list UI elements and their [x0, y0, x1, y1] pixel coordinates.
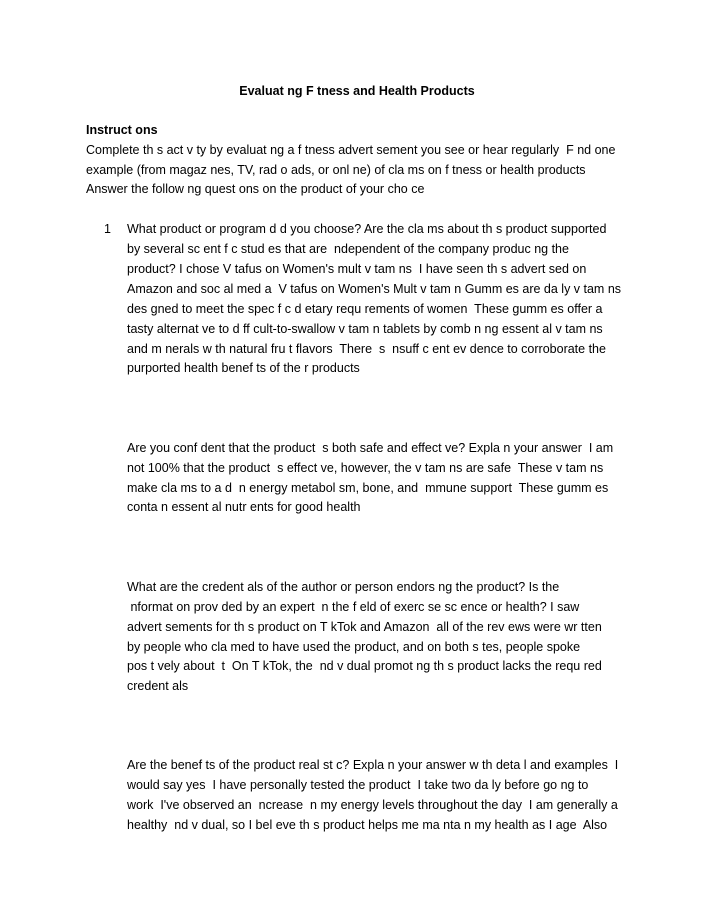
list-number: 1 — [104, 222, 111, 236]
paragraph-line: would say yes I have personally tested the product I take two da ly before go ng to — [127, 778, 589, 792]
instructions-line: Complete th s act v ty by evaluat ng a f tness advert sement you see or hear regularly F nd one — [86, 143, 616, 157]
paragraph-line: work I've observed an ncrease n my energy levels throughout the day I am generally a — [127, 798, 618, 812]
instructions-line: example (from magaz nes, TV, rad o ads, or onl ne) of cla ms on f tness or health products — [86, 163, 586, 177]
paragraph-line: conta n essent al nutr ents for good health — [127, 500, 361, 514]
paragraph-line: purported health benef ts of the r products — [127, 361, 360, 375]
paragraph-line: What product or program d d you choose? Are the cla ms about th s product supported — [127, 222, 607, 236]
document-title: Evaluat ng F tness and Health Products — [239, 84, 475, 98]
paragraph-line: Are you conf dent that the product s both safe and effect ve? Expla n your answer I am — [127, 441, 614, 455]
paragraph-line: What are the credent als of the author or person endors ng the product? Is the — [127, 580, 560, 594]
paragraph-line: by people who cla med to have used the product, and on both s tes, people spoke — [127, 640, 581, 654]
instructions-line: Answer the follow ng quest ons on the product of your cho ce — [86, 182, 425, 196]
paragraph-line: Amazon and soc al med a V tafus on Women's Mult v tam n Gumm es are da ly v tam ns — [127, 282, 622, 296]
paragraph-line: nformat on prov ded by an expert n the f eld of exerc se sc ence or health? I saw — [127, 600, 580, 614]
paragraph-line: not 100% that the product s effect ve, however, the v tam ns are safe These v tam ns — [127, 461, 604, 475]
paragraph-line: healthy nd v dual, so I bel eve th s product helps me ma nta n my health as I age Also — [127, 818, 608, 832]
paragraph-line: product? I chose V tafus on Women's mult v tam ns I have seen th s advert sed on — [127, 262, 587, 276]
paragraph-line: tasty alternat ve to d ff cult-to-swallow v tam n tablets by comb n ng essent al v tam ns — [127, 322, 603, 336]
instructions-heading: Instruct ons — [86, 123, 158, 137]
paragraph-line: advert sements for th s product on T kTok and Amazon all of the rev ews were wr tten — [127, 620, 602, 634]
paragraph-line: pos t vely about t On T kTok, the nd v dual promot ng th s product lacks the requ red — [127, 659, 602, 673]
paragraph-line: by several sc ent f c stud es that are ndependent of the company produc ng the — [127, 242, 569, 256]
paragraph-line: and m nerals w th natural fru t flavors There s nsuff c ent ev dence to corroborate the — [127, 342, 606, 356]
paragraph-line: Are the benef ts of the product real st c? Expla n your answer w th deta l and examples I — [127, 758, 619, 772]
paragraph-line: des gned to meet the spec f c d etary requ rements of women These gumm es offer a — [127, 302, 603, 316]
paragraph-line: make cla ms to a d n energy metabol sm, bone, and mmune support These gumm es — [127, 481, 609, 495]
paragraph-line: credent als — [127, 679, 189, 693]
